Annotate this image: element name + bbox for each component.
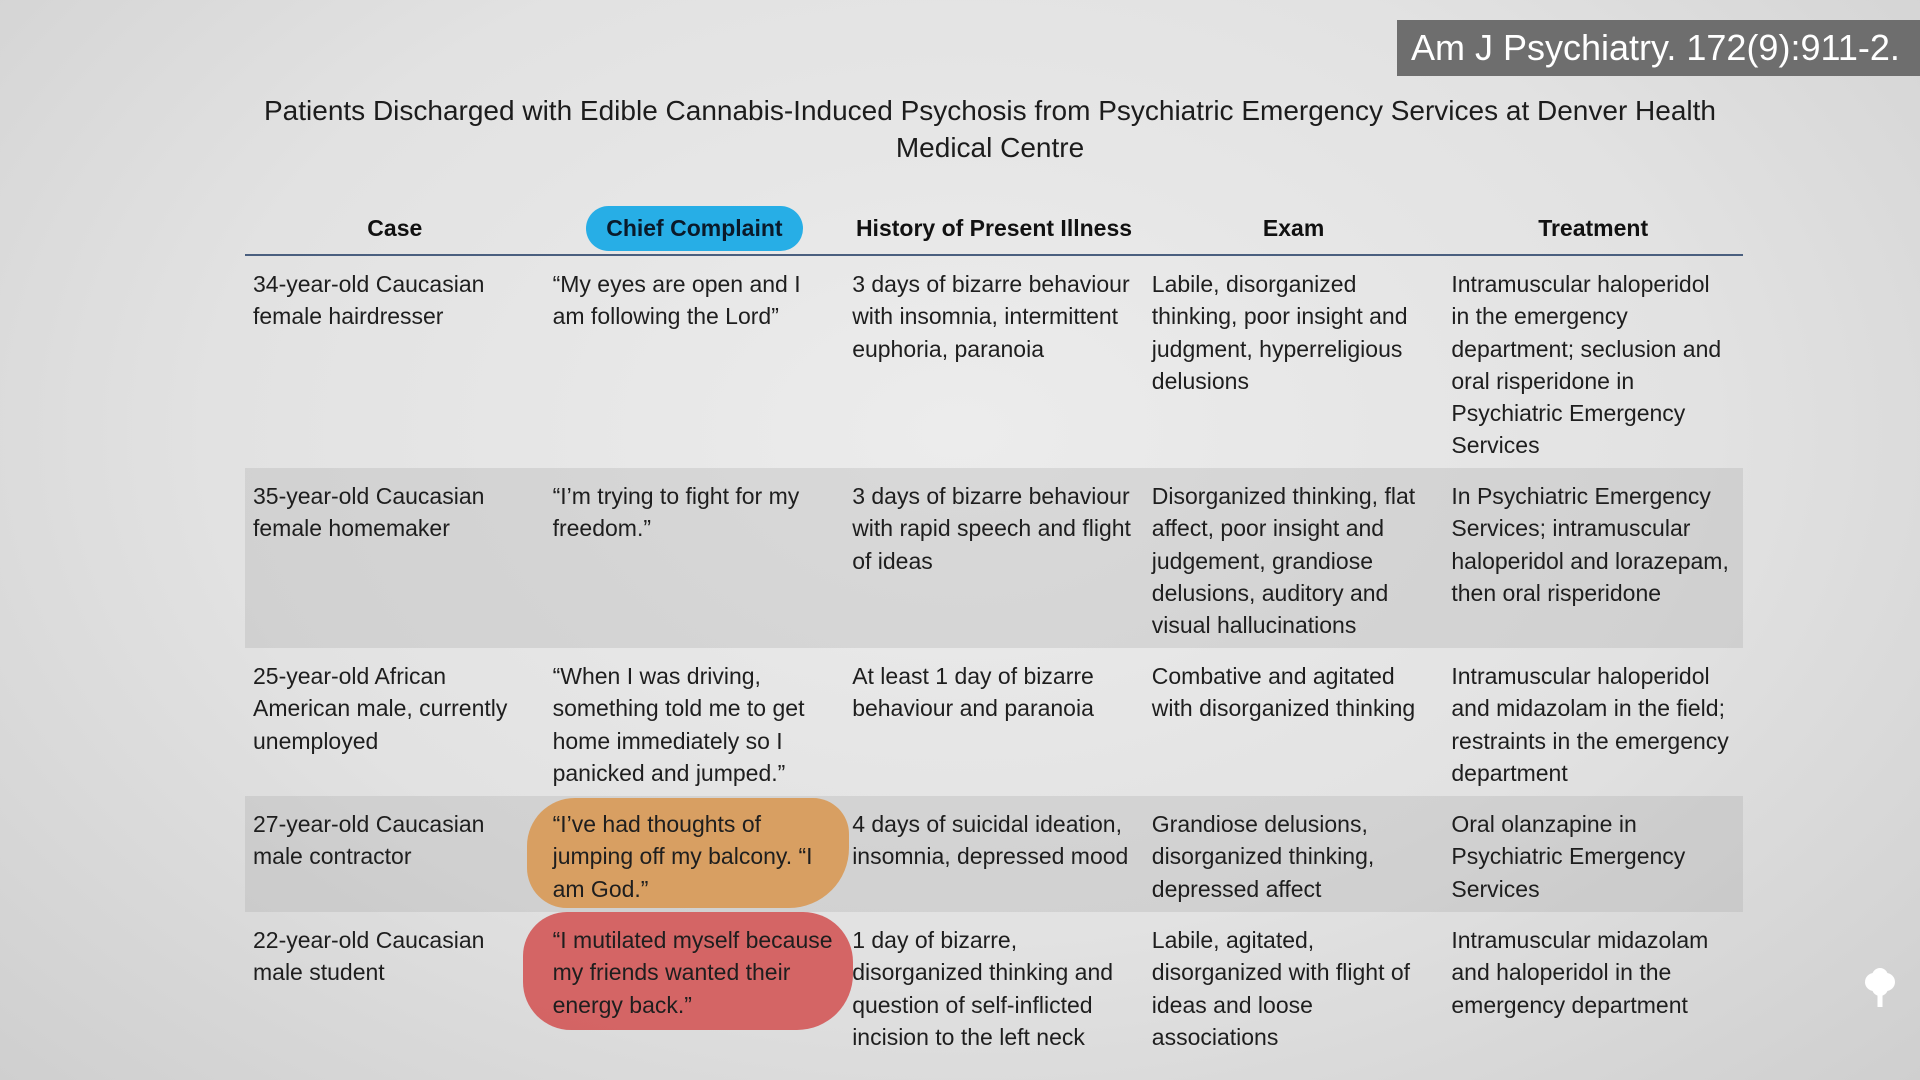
cell-case: 27-year-old Caucasian male contractor — [253, 811, 485, 870]
tree-icon — [1862, 968, 1898, 1008]
case-table — [245, 202, 1743, 1062]
header-history: History of Present Illness — [855, 214, 1133, 241]
cell-history: 3 days of bizarre behaviour with insomnia, intermittent euphoria, paranoia — [852, 271, 1130, 362]
cell-complaint: “My eyes are open and I am following the Lord” — [552, 271, 801, 330]
cell-case: 34-year-old Caucasian female hairdresser — [253, 271, 485, 330]
cell-history: 3 days of bizarre behaviour with rapid speech and flight of ideas — [852, 483, 1131, 574]
cell-case: 22-year-old Caucasian male student — [253, 927, 485, 986]
cell-treatment: Intramuscular haloperidol and midazolam in the field; restraints in the emergency department — [1451, 663, 1729, 786]
table-row — [245, 648, 1743, 796]
cell-exam: Labile, agitated, disorganized with flight of ideas and loose associations — [1151, 927, 1411, 1050]
table-title: Patients Discharged with Edible Cannabis-Induced Psychosis from Psychiatric Emergency Services at Denver Health Medical Centre — [264, 95, 1716, 163]
cell-complaint: “I mutilated myself because my friends wanted their energy back.” — [545, 912, 845, 1062]
header-case: Case — [367, 214, 423, 241]
table-row — [245, 912, 1743, 1062]
cell-complaint: “I’m trying to fight for my freedom.” — [552, 483, 800, 542]
cell-case: 35-year-old Caucasian female homemaker — [253, 483, 485, 542]
table-row — [245, 796, 1743, 912]
cell-treatment: Oral olanzapine in Psychiatric Emergency Services — [1451, 811, 1686, 902]
cell-history: 4 days of suicidal ideation, insomnia, depressed mood — [852, 811, 1129, 870]
cell-treatment: Intramuscular haloperidol in the emergency department; seclusion and oral risperidone in Psychiatric Emergency Services — [1451, 271, 1722, 459]
cell-exam: Labile, disorganized thinking, poor insight and judgment, hyperreligious delusions — [1151, 271, 1408, 394]
cell-complaint: “When I was driving, something told me to get home immediately so I panicked and jumped.” — [552, 663, 805, 786]
cell-exam: Disorganized thinking, flat affect, poor insight and judgement, grandiose delusions, auditory and visual hallucinations — [1151, 483, 1416, 639]
cell-history: At least 1 day of bizarre behaviour and paranoia — [852, 663, 1094, 722]
table-header — [245, 202, 1743, 256]
header-treatment: Treatment — [1538, 214, 1649, 241]
cell-exam: Combative and agitated with disorganized thinking — [1151, 663, 1416, 722]
header-exam: Exam — [1262, 214, 1325, 241]
cell-exam: Grandiose delusions, disorganized thinking, depressed affect — [1151, 811, 1375, 902]
cell-treatment: In Psychiatric Emergency Services; intramuscular haloperidol and lorazepam, then oral risperidone — [1451, 483, 1729, 606]
cell-case: 25-year-old African American male, currently unemployed — [253, 663, 508, 754]
header-chief-complaint — [545, 206, 845, 251]
cell-history: 1 day of bizarre, disorganized thinking and question of self-inflicted incision to the left neck — [852, 927, 1114, 1050]
citation-banner: Am J Psychiatry. 172(9):911-2. — [1397, 20, 1920, 76]
chief-complaint-pill: Chief Complaint — [586, 206, 802, 251]
cell-treatment: Intramuscular midazolam and haloperidol in the emergency department — [1451, 927, 1709, 1018]
cell-complaint: “I’ve had thoughts of jumping off my balcony. “I am God.” — [545, 796, 845, 912]
table-row — [245, 256, 1743, 468]
table-row — [245, 468, 1743, 648]
